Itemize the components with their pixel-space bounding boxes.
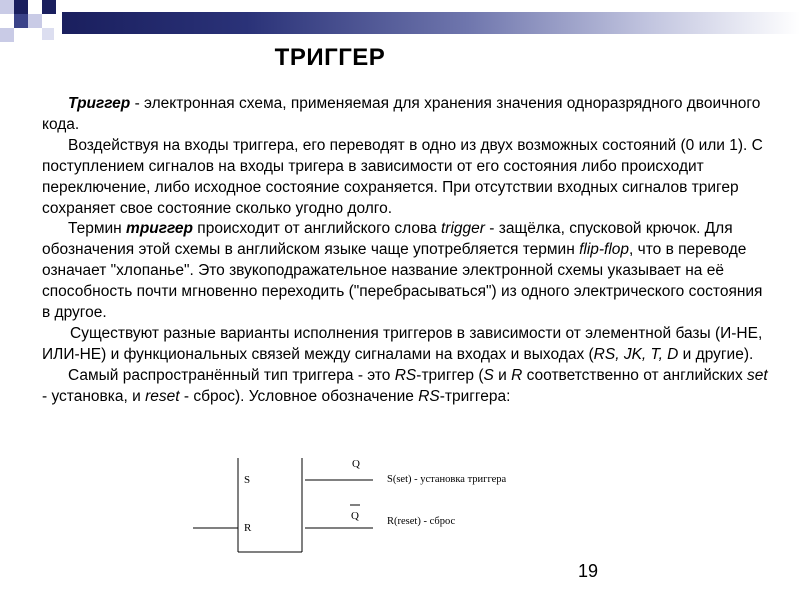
- deco-square-light: [0, 0, 14, 14]
- text-run: Существуют разные варианты исполнения триггеров в зависимости от элементной базы (И-НЕ, ИЛИ-НЕ) и функциональных связей между сигналами на входах и выходах (: [42, 324, 763, 363]
- text-run: триггер: [126, 220, 193, 238]
- text-run: S: [483, 366, 494, 384]
- deco-square-light: [0, 28, 14, 42]
- text-run: trigger: [441, 220, 485, 238]
- text-run: - электронная схема, применяемая для хранения значения одноразрядного двоичного кода.: [42, 95, 761, 133]
- page-number: 19: [578, 561, 599, 581]
- set-description: S(set) - установка триггера: [387, 474, 507, 485]
- text-run: Самый распространённый тип триггера - это: [68, 366, 395, 384]
- deco-square-dark: [42, 0, 56, 14]
- text-run: flip-flop: [579, 241, 630, 259]
- text-run: Воздействуя на входы триггера, его переводят в одно из двух возможных состояний (0 или 1). С поступлением сигналов на входы тригера в зависимости от его состояния либо происходит переключение, либо исходное состояние сохраняется. При отсутствии входных сигналов тригер сохраняет свое состояние сколько угодно долго.: [42, 136, 763, 217]
- reset-description: R(reset) - сброс: [387, 516, 456, 527]
- paragraph-states: [42, 136, 772, 220]
- deco-square-dark: [14, 14, 28, 28]
- text-run: Триггер: [68, 95, 131, 112]
- input-r-label: R: [244, 522, 252, 534]
- slide-body: [42, 94, 772, 408]
- text-run: Термин: [68, 220, 127, 238]
- paragraph-rs-trigger: [42, 366, 772, 408]
- deco-square-light: [42, 28, 54, 40]
- output-q-bar-label: Q: [351, 510, 359, 522]
- text-run: и другие).: [678, 345, 754, 363]
- paragraph-definition: [42, 94, 772, 136]
- text-run: reset: [145, 387, 180, 405]
- deco-square-light: [28, 14, 42, 28]
- text-run: -триггер (: [416, 366, 484, 384]
- slide-title: ТРИГГЕР: [274, 44, 386, 71]
- text-run: RS: [394, 366, 417, 384]
- text-run: RS: [418, 387, 440, 405]
- text-run: R: [511, 366, 523, 384]
- text-run: RS, JK, T, D: [593, 345, 679, 363]
- text-run: - сброс). Условное обозначение: [179, 387, 419, 405]
- deco-square-dark: [14, 0, 28, 14]
- text-run: и: [493, 366, 512, 384]
- output-q-label: Q: [352, 458, 360, 470]
- text-run: происходит от английского слова: [193, 220, 441, 238]
- text-run: соответственно от английских: [522, 366, 748, 384]
- text-run: -триггера:: [439, 387, 511, 405]
- text-run: - установка, и: [42, 387, 146, 405]
- text-run: - защёлка, спусковой крючок. Для обозначения этой схемы в английском языке чаще употребляется термин: [42, 220, 733, 259]
- header-gradient-bar: [62, 12, 800, 34]
- text-run: set: [747, 366, 768, 384]
- text-run: , что в переводе означает "хлопанье". Это звукоподражательное название электронной схемы указывает на её способность почти мгновенно переходить ("перебрасываться") из одного электрического состояния в другое.: [42, 241, 763, 322]
- paragraph-etymology: [42, 219, 772, 324]
- paragraph-variants: [42, 324, 772, 366]
- input-s-label: S: [244, 474, 251, 486]
- header-decoration: [0, 0, 800, 48]
